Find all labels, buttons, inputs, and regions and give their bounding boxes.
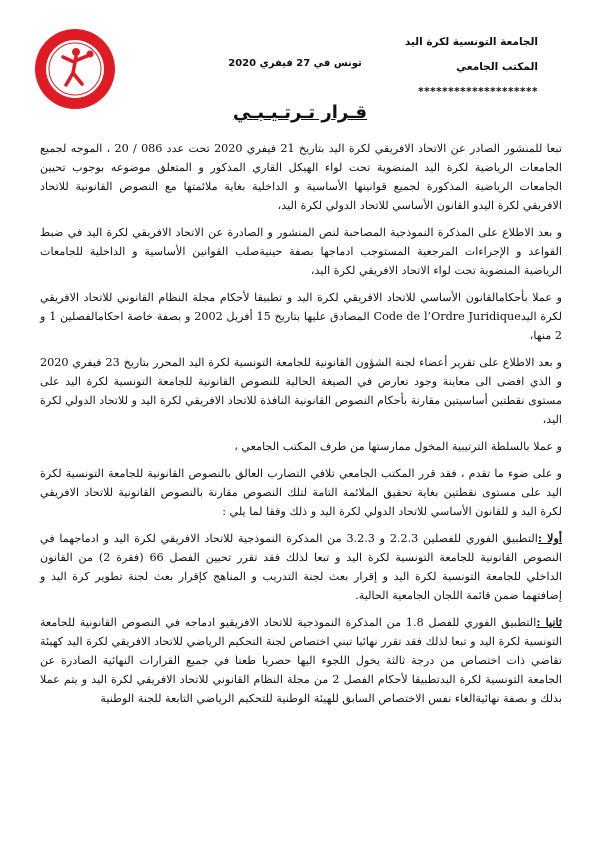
item-second xyxy=(40,613,562,708)
office-dots: ******************** xyxy=(418,86,538,98)
decision-title: قـرار تـرتـيـبـي xyxy=(232,102,368,123)
document-body xyxy=(40,139,562,716)
paragraph-1: تبعا للمنشور الصادر عن الاتحاد الافريقي لكرة اليد بتاريخ 21 فيفري 2020 تحت عدد 086 / 20 ، الموجه لجميع الجامعات الرياضية لكرة اليد المنضوية تحت لواء الهيكل القاري المذكور و المتعلق موضوعه بوجوب تحيين الجامعات الرياضية المذكورة لجميع قوانينها الأساسية و الداخلية بغاية ملائمتها مع النصوص القانونية للاتحاد الافريقي لكرة اليدو القانون الأساسي للاتحاد الدولي لكرة اليد، xyxy=(40,142,562,212)
item-first-text: التطبيق الفوري للفصلين 2.2.3 و 3.2.3 من المذكرة النموذجية للاتحاد الافريقي لكرة اليد و ادماجهما في النصوص القانونية للجامعة التونسية لكرة اليد و تبعا لذلك فقد تقرر تحيين الفصل 66 (فقرة 2) من القانون الداخلي للجامعة التونسية لكرة اليد و إقرار بعث لجنة التدريب و المناهج كإقرار بعث لجنة تطوير كرة اليد و إضافتهما ضمن قائمة اللجان الجامعية الحالية. xyxy=(40,532,562,602)
document-date: تونس في 27 فيفري 2020 xyxy=(228,58,362,69)
org-name: الجامعة التونسية لكرة اليد xyxy=(404,36,538,48)
paragraph-2: و بعد الاطلاع على المذكرة النموذجية المصاحبة لنص المنشور و الصادرة عن الاتحاد الافريقي لكرة اليد في ضبط القواعد و الإجراءات المرجعية المستوجب ادماجها بصفة حينيةصلب القوانين الأساسية و الداخلية للجامعات الرياضية المنضوية تحت لواء الاتحاد الافريقي لكرة اليد، xyxy=(40,226,562,277)
item-second-text: التطبيق الفوري للفصل 1.8 من المذكرة النموذجية للاتحاد الافريقيو ادماجه في النصوص القانونية للجامعة التونسية لكرة اليد و تبعا لذلك فقد تقرر نهائيا تبني اختصاص لجنة التحكيم الرياضي للاتحاد الافريقي لكرة اليد كهيئة تقاضي ذات اختصاص من درجة ثالثة يخول اللجوء اليها حصريا طعنا في جميع القرارات النهائية الصادرة عن الجامعة التونسية لكرة اليدتطبيقا لأحكام الفصل 2 من مجلة النظام القانوني للاتحاد الافريقي لكرة اليد و يتم عملا بذلك و بصفة نهائيةالغاء نفس الاختصاص السابق للهيئة الوطنية للتحكيم الرياضي التابعة للجنة الوطنية xyxy=(40,616,562,705)
item-first-label: أولا : xyxy=(537,531,562,545)
paragraph-3: و عملا بأحكامالقانون الأساسي للاتحاد الافريقي لكرة اليد و تطبيقا لأحكام مجلة النظام القانوني للاتحاد الافريقي لكرة اليدCode de l’Ordre Juridique المصادق عليها بتاريخ 15 أفريل 2002 و بصفة خاصة احكامالفصلين 1 و 2 منها، xyxy=(40,291,563,342)
office-name: المكتب الجامعي xyxy=(456,61,538,73)
paragraph-4: و بعد الاطلاع على تقرير أعضاء لجنة الشؤون القانونية للجامعة التونسية لكرة اليد المحرر بتاريخ 23 فيفري 2020 و الذي افضى الى معاينة وجود تعارض في الصيغة الحالية للنصوص القانونية للجامعة التونسية لكرة اليد على مستوى نقطتين أساسيتين مقارنة بأحكام النصوص القانونية النافذة للاتحاد الافريقي لكرة اليد و للاتحاد الدولي لكرة اليد، xyxy=(40,356,562,426)
federation-logo-icon xyxy=(33,27,117,111)
paragraph-6: و على ضوء ما تقدم ، فقد قرر المكتب الجامعي تلافي التضارب العالق بالنصوص القانونية للجامعة التونسية لكرة اليد على مستوى نقطتين بغاية تحقيق الملائمة التامة لتلك النصوص مقارنة بالنصوص القانونية للاتحاد الافريقي لكرة اليد و للقانون الأساسي للاتحاد الدولي لكرة اليد و ذلك وفقا لما يلي : xyxy=(40,467,562,518)
item-second-label: ثانيا : xyxy=(536,615,562,629)
item-first xyxy=(40,529,562,605)
paragraph-5: و عملا بالسلطة الترتيبية المخول ممارستها من طرف المكتب الجامعي ، xyxy=(234,440,562,453)
letterhead xyxy=(348,30,538,105)
